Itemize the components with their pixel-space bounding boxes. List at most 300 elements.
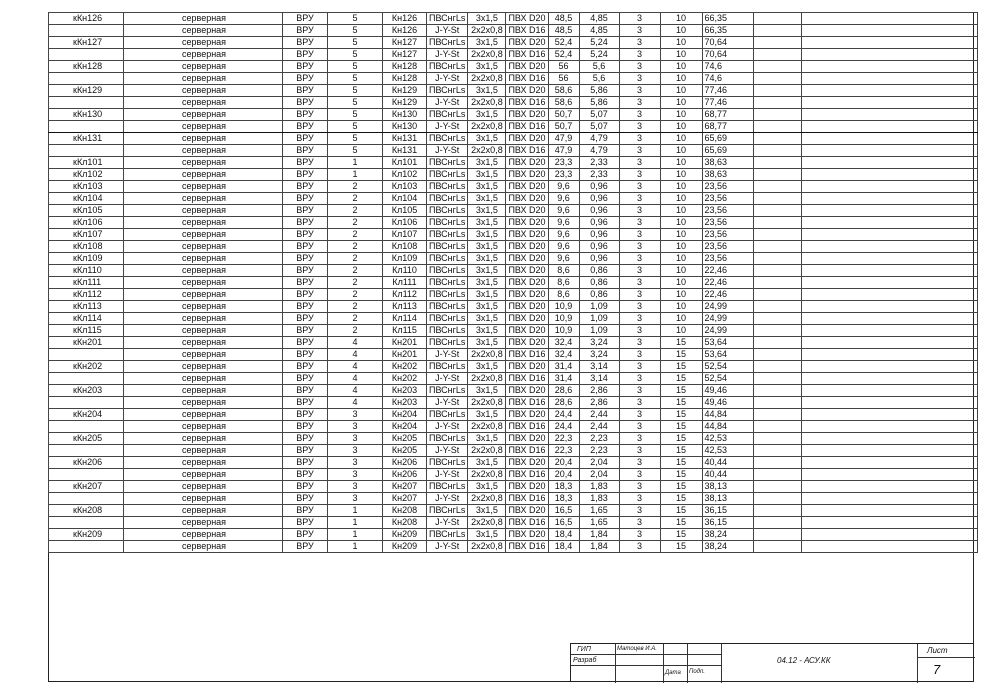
total-length-cell: 52,54 bbox=[702, 373, 753, 385]
route-extra-cell: 15 bbox=[660, 421, 702, 433]
up-down-cell: 3 bbox=[619, 253, 660, 265]
consumer-cell: Кл110 bbox=[383, 265, 427, 277]
source-cell: ВРУ bbox=[283, 493, 328, 505]
route-extra-cell: 10 bbox=[660, 301, 702, 313]
cable-mark-cell bbox=[49, 493, 124, 505]
group-cell: 5 bbox=[328, 85, 383, 97]
up-down-cell: 3 bbox=[619, 37, 660, 49]
up-down-cell: 3 bbox=[619, 61, 660, 73]
table-row bbox=[49, 217, 978, 229]
group-cell: 1 bbox=[328, 505, 383, 517]
consumer-cell: Кн201 bbox=[383, 337, 427, 349]
conduit-cell: ПВХ D20 bbox=[506, 205, 548, 217]
group-cell: 2 bbox=[328, 313, 383, 325]
reserve-cell: 2,86 bbox=[579, 397, 619, 409]
empty-cell bbox=[801, 541, 977, 553]
up-down-cell: 3 bbox=[619, 121, 660, 133]
up-down-cell: 3 bbox=[619, 25, 660, 37]
room-cell: серверная bbox=[124, 169, 283, 181]
cable-type-cell: J-Y-St bbox=[427, 541, 468, 553]
up-down-cell: 3 bbox=[619, 73, 660, 85]
table-row bbox=[49, 133, 978, 145]
up-down-cell: 3 bbox=[619, 325, 660, 337]
cable-type-cell: J-Y-St bbox=[427, 373, 468, 385]
route-extra-cell: 15 bbox=[660, 493, 702, 505]
cross-section-cell: 2х2х0,8 bbox=[468, 493, 506, 505]
room-cell: серверная bbox=[124, 229, 283, 241]
table-row bbox=[49, 313, 978, 325]
empty-cell bbox=[753, 109, 801, 121]
reserve-cell: 1,65 bbox=[579, 517, 619, 529]
cable-mark-cell: кКл114 bbox=[49, 313, 124, 325]
cable-mark-cell bbox=[49, 73, 124, 85]
up-down-cell: 3 bbox=[619, 541, 660, 553]
length-cell: 9,6 bbox=[548, 253, 579, 265]
table-row bbox=[49, 301, 978, 313]
up-down-cell: 3 bbox=[619, 505, 660, 517]
cross-section-cell: 2х2х0,8 bbox=[468, 517, 506, 529]
cross-section-cell: 2х2х0,8 bbox=[468, 421, 506, 433]
group-cell: 2 bbox=[328, 301, 383, 313]
room-cell: серверная bbox=[124, 349, 283, 361]
group-cell: 2 bbox=[328, 289, 383, 301]
cross-section-cell: 2х2х0,8 bbox=[468, 349, 506, 361]
length-cell: 18,3 bbox=[548, 493, 579, 505]
cable-mark-cell: кКн205 bbox=[49, 433, 124, 445]
group-cell: 5 bbox=[328, 133, 383, 145]
empty-cell bbox=[801, 301, 977, 313]
table-row bbox=[49, 109, 978, 121]
cable-type-cell: J-Y-St bbox=[427, 421, 468, 433]
group-cell: 1 bbox=[328, 517, 383, 529]
total-length-cell: 22,46 bbox=[702, 265, 753, 277]
group-cell: 3 bbox=[328, 433, 383, 445]
source-cell: ВРУ bbox=[283, 85, 328, 97]
up-down-cell: 3 bbox=[619, 277, 660, 289]
empty-cell bbox=[801, 421, 977, 433]
up-down-cell: 3 bbox=[619, 133, 660, 145]
conduit-cell: ПВХ D20 bbox=[506, 337, 548, 349]
total-length-cell: 38,24 bbox=[702, 541, 753, 553]
cross-section-cell: 3х1,5 bbox=[468, 61, 506, 73]
length-cell: 32,4 bbox=[548, 337, 579, 349]
empty-cell bbox=[753, 265, 801, 277]
route-extra-cell: 15 bbox=[660, 349, 702, 361]
length-cell: 48,5 bbox=[548, 13, 579, 25]
conduit-cell: ПВХ D16 bbox=[506, 73, 548, 85]
table-row bbox=[49, 337, 978, 349]
cable-mark-cell: кКл115 bbox=[49, 325, 124, 337]
empty-cell bbox=[753, 121, 801, 133]
reserve-cell: 0,96 bbox=[579, 241, 619, 253]
empty-cell bbox=[753, 229, 801, 241]
reserve-cell: 4,79 bbox=[579, 133, 619, 145]
cable-mark-cell: кКл101 bbox=[49, 157, 124, 169]
empty-cell bbox=[753, 157, 801, 169]
cable-type-cell: ПВСнгLs bbox=[427, 457, 468, 469]
empty-cell bbox=[801, 529, 977, 541]
group-cell: 2 bbox=[328, 217, 383, 229]
cable-mark-cell bbox=[49, 541, 124, 553]
conduit-cell: ПВХ D16 bbox=[506, 25, 548, 37]
cable-type-cell: J-Y-St bbox=[427, 25, 468, 37]
group-cell: 4 bbox=[328, 337, 383, 349]
source-cell: ВРУ bbox=[283, 265, 328, 277]
route-extra-cell: 10 bbox=[660, 169, 702, 181]
reserve-cell: 2,23 bbox=[579, 445, 619, 457]
length-cell: 28,6 bbox=[548, 385, 579, 397]
length-cell: 47,9 bbox=[548, 145, 579, 157]
length-cell: 10,9 bbox=[548, 325, 579, 337]
room-cell: серверная bbox=[124, 361, 283, 373]
group-cell: 5 bbox=[328, 37, 383, 49]
table-row bbox=[49, 13, 978, 25]
cable-mark-cell: кКн130 bbox=[49, 109, 124, 121]
source-cell: ВРУ bbox=[283, 397, 328, 409]
cable-type-cell: ПВСнгLs bbox=[427, 13, 468, 25]
cross-section-cell: 3х1,5 bbox=[468, 385, 506, 397]
source-cell: ВРУ bbox=[283, 481, 328, 493]
total-length-cell: 24,99 bbox=[702, 313, 753, 325]
cross-section-cell: 3х1,5 bbox=[468, 193, 506, 205]
cable-mark-cell: кКл108 bbox=[49, 241, 124, 253]
source-cell: ВРУ bbox=[283, 109, 328, 121]
empty-cell bbox=[801, 181, 977, 193]
consumer-cell: Кн203 bbox=[383, 385, 427, 397]
source-cell: ВРУ bbox=[283, 13, 328, 25]
conduit-cell: ПВХ D16 bbox=[506, 49, 548, 61]
empty-cell bbox=[753, 517, 801, 529]
conduit-cell: ПВХ D20 bbox=[506, 385, 548, 397]
group-cell: 4 bbox=[328, 385, 383, 397]
source-cell: ВРУ bbox=[283, 421, 328, 433]
conduit-cell: ПВХ D16 bbox=[506, 469, 548, 481]
empty-cell bbox=[753, 445, 801, 457]
consumer-cell: Кл104 bbox=[383, 193, 427, 205]
consumer-cell: Кн208 bbox=[383, 505, 427, 517]
reserve-cell: 5,86 bbox=[579, 85, 619, 97]
empty-cell bbox=[753, 373, 801, 385]
room-cell: серверная bbox=[124, 325, 283, 337]
consumer-cell: Кл108 bbox=[383, 241, 427, 253]
length-cell: 50,7 bbox=[548, 121, 579, 133]
group-cell: 3 bbox=[328, 493, 383, 505]
source-cell: ВРУ bbox=[283, 49, 328, 61]
cross-section-cell: 3х1,5 bbox=[468, 313, 506, 325]
conduit-cell: ПВХ D20 bbox=[506, 289, 548, 301]
group-cell: 3 bbox=[328, 445, 383, 457]
empty-cell bbox=[801, 61, 977, 73]
conduit-cell: ПВХ D20 bbox=[506, 181, 548, 193]
cable-mark-cell: кКн206 bbox=[49, 457, 124, 469]
conduit-cell: ПВХ D20 bbox=[506, 229, 548, 241]
route-extra-cell: 15 bbox=[660, 469, 702, 481]
cable-type-cell: J-Y-St bbox=[427, 493, 468, 505]
empty-cell bbox=[801, 205, 977, 217]
consumer-cell: Кн201 bbox=[383, 349, 427, 361]
length-cell: 28,6 bbox=[548, 397, 579, 409]
cross-section-cell: 3х1,5 bbox=[468, 205, 506, 217]
total-length-cell: 44,84 bbox=[702, 421, 753, 433]
consumer-cell: Кл109 bbox=[383, 253, 427, 265]
route-extra-cell: 15 bbox=[660, 481, 702, 493]
source-cell: ВРУ bbox=[283, 181, 328, 193]
cross-section-cell: 2х2х0,8 bbox=[468, 25, 506, 37]
sign-label: Подп. bbox=[689, 669, 705, 675]
reserve-cell: 0,96 bbox=[579, 229, 619, 241]
conduit-cell: ПВХ D20 bbox=[506, 37, 548, 49]
route-extra-cell: 10 bbox=[660, 289, 702, 301]
cable-type-cell: J-Y-St bbox=[427, 517, 468, 529]
cable-mark-cell: кКл107 bbox=[49, 229, 124, 241]
reserve-cell: 3,14 bbox=[579, 373, 619, 385]
up-down-cell: 3 bbox=[619, 481, 660, 493]
room-cell: серверная bbox=[124, 493, 283, 505]
empty-cell bbox=[801, 493, 977, 505]
route-extra-cell: 15 bbox=[660, 361, 702, 373]
empty-cell bbox=[753, 397, 801, 409]
room-cell: серверная bbox=[124, 529, 283, 541]
length-cell: 50,7 bbox=[548, 109, 579, 121]
empty-cell bbox=[801, 97, 977, 109]
length-cell: 9,6 bbox=[548, 229, 579, 241]
empty-cell bbox=[753, 325, 801, 337]
cable-type-cell: ПВСнгLs bbox=[427, 433, 468, 445]
reserve-cell: 1,84 bbox=[579, 541, 619, 553]
length-cell: 32,4 bbox=[548, 349, 579, 361]
consumer-cell: Кл101 bbox=[383, 157, 427, 169]
table-row bbox=[49, 73, 978, 85]
cable-type-cell: ПВСнгLs bbox=[427, 301, 468, 313]
cable-mark-cell: кКн131 bbox=[49, 133, 124, 145]
up-down-cell: 3 bbox=[619, 457, 660, 469]
cable-mark-cell bbox=[49, 25, 124, 37]
consumer-cell: Кл111 bbox=[383, 277, 427, 289]
source-cell: ВРУ bbox=[283, 301, 328, 313]
cable-type-cell: ПВСнгLs bbox=[427, 229, 468, 241]
reserve-cell: 1,09 bbox=[579, 325, 619, 337]
route-extra-cell: 15 bbox=[660, 409, 702, 421]
room-cell: серверная bbox=[124, 505, 283, 517]
route-extra-cell: 10 bbox=[660, 205, 702, 217]
source-cell: ВРУ bbox=[283, 313, 328, 325]
empty-cell bbox=[753, 205, 801, 217]
consumer-cell: Кн205 bbox=[383, 433, 427, 445]
empty-cell bbox=[801, 85, 977, 97]
total-length-cell: 23,56 bbox=[702, 181, 753, 193]
reserve-cell: 5,07 bbox=[579, 121, 619, 133]
conduit-cell: ПВХ D20 bbox=[506, 433, 548, 445]
table-row bbox=[49, 445, 978, 457]
route-extra-cell: 10 bbox=[660, 229, 702, 241]
table-row bbox=[49, 289, 978, 301]
cable-type-cell: J-Y-St bbox=[427, 445, 468, 457]
room-cell: серверная bbox=[124, 481, 283, 493]
cable-mark-cell: кКн128 bbox=[49, 61, 124, 73]
source-cell: ВРУ bbox=[283, 73, 328, 85]
room-cell: серверная bbox=[124, 433, 283, 445]
reserve-cell: 2,33 bbox=[579, 157, 619, 169]
up-down-cell: 3 bbox=[619, 469, 660, 481]
cable-type-cell: ПВСнгLs bbox=[427, 157, 468, 169]
table-row bbox=[49, 517, 978, 529]
group-cell: 5 bbox=[328, 121, 383, 133]
room-cell: серверная bbox=[124, 445, 283, 457]
room-cell: серверная bbox=[124, 49, 283, 61]
consumer-cell: Кл103 bbox=[383, 181, 427, 193]
table-row bbox=[49, 361, 978, 373]
up-down-cell: 3 bbox=[619, 205, 660, 217]
cable-mark-cell: кКл103 bbox=[49, 181, 124, 193]
room-cell: серверная bbox=[124, 145, 283, 157]
empty-cell bbox=[753, 145, 801, 157]
table-row bbox=[49, 385, 978, 397]
conduit-cell: ПВХ D20 bbox=[506, 277, 548, 289]
up-down-cell: 3 bbox=[619, 193, 660, 205]
up-down-cell: 3 bbox=[619, 373, 660, 385]
cable-mark-cell bbox=[49, 97, 124, 109]
consumer-cell: Кн205 bbox=[383, 445, 427, 457]
length-cell: 23,3 bbox=[548, 169, 579, 181]
total-length-cell: 66,35 bbox=[702, 25, 753, 37]
cross-section-cell: 3х1,5 bbox=[468, 325, 506, 337]
consumer-cell: Кл102 bbox=[383, 169, 427, 181]
consumer-cell: Кн130 bbox=[383, 109, 427, 121]
empty-cell bbox=[801, 217, 977, 229]
sheet-label: Лист bbox=[927, 646, 948, 655]
conduit-cell: ПВХ D20 bbox=[506, 301, 548, 313]
length-cell: 47,9 bbox=[548, 133, 579, 145]
reserve-cell: 3,14 bbox=[579, 361, 619, 373]
cross-section-cell: 2х2х0,8 bbox=[468, 541, 506, 553]
cable-mark-cell bbox=[49, 145, 124, 157]
title-block bbox=[570, 643, 974, 682]
cross-section-cell: 3х1,5 bbox=[468, 169, 506, 181]
room-cell: серверная bbox=[124, 277, 283, 289]
consumer-cell: Кн126 bbox=[383, 25, 427, 37]
room-cell: серверная bbox=[124, 73, 283, 85]
route-extra-cell: 10 bbox=[660, 49, 702, 61]
total-length-cell: 40,44 bbox=[702, 457, 753, 469]
empty-cell bbox=[753, 505, 801, 517]
cable-type-cell: ПВСнгLs bbox=[427, 313, 468, 325]
up-down-cell: 3 bbox=[619, 13, 660, 25]
up-down-cell: 3 bbox=[619, 433, 660, 445]
room-cell: серверная bbox=[124, 109, 283, 121]
empty-cell bbox=[801, 277, 977, 289]
conduit-cell: ПВХ D20 bbox=[506, 157, 548, 169]
consumer-cell: Кн209 bbox=[383, 529, 427, 541]
route-extra-cell: 10 bbox=[660, 109, 702, 121]
room-cell: серверная bbox=[124, 337, 283, 349]
length-cell: 22,3 bbox=[548, 433, 579, 445]
consumer-cell: Кн131 bbox=[383, 145, 427, 157]
consumer-cell: Кл115 bbox=[383, 325, 427, 337]
table-row bbox=[49, 397, 978, 409]
room-cell: серверная bbox=[124, 121, 283, 133]
empty-cell bbox=[753, 37, 801, 49]
cable-type-cell: ПВСнгLs bbox=[427, 385, 468, 397]
conduit-cell: ПВХ D20 bbox=[506, 241, 548, 253]
length-cell: 31,4 bbox=[548, 361, 579, 373]
length-cell: 48,5 bbox=[548, 25, 579, 37]
cable-mark-cell: кКл112 bbox=[49, 289, 124, 301]
empty-cell bbox=[753, 349, 801, 361]
group-cell: 5 bbox=[328, 13, 383, 25]
group-cell: 2 bbox=[328, 253, 383, 265]
length-cell: 10,9 bbox=[548, 301, 579, 313]
date-label: Дата bbox=[665, 670, 681, 676]
route-extra-cell: 10 bbox=[660, 133, 702, 145]
reserve-cell: 2,04 bbox=[579, 457, 619, 469]
cross-section-cell: 2х2х0,8 bbox=[468, 445, 506, 457]
empty-cell bbox=[801, 133, 977, 145]
total-length-cell: 38,13 bbox=[702, 481, 753, 493]
empty-cell bbox=[801, 361, 977, 373]
source-cell: ВРУ bbox=[283, 541, 328, 553]
cross-section-cell: 3х1,5 bbox=[468, 529, 506, 541]
route-extra-cell: 10 bbox=[660, 193, 702, 205]
group-cell: 5 bbox=[328, 97, 383, 109]
up-down-cell: 3 bbox=[619, 409, 660, 421]
route-extra-cell: 15 bbox=[660, 433, 702, 445]
empty-cell bbox=[801, 337, 977, 349]
up-down-cell: 3 bbox=[619, 301, 660, 313]
table-row bbox=[49, 49, 978, 61]
reserve-cell: 0,96 bbox=[579, 205, 619, 217]
conduit-cell: ПВХ D20 bbox=[506, 61, 548, 73]
consumer-cell: Кл114 bbox=[383, 313, 427, 325]
total-length-cell: 36,15 bbox=[702, 505, 753, 517]
empty-cell bbox=[801, 109, 977, 121]
table-row bbox=[49, 193, 978, 205]
route-extra-cell: 15 bbox=[660, 505, 702, 517]
room-cell: серверная bbox=[124, 397, 283, 409]
source-cell: ВРУ bbox=[283, 25, 328, 37]
cross-section-cell: 3х1,5 bbox=[468, 181, 506, 193]
total-length-cell: 23,56 bbox=[702, 241, 753, 253]
conduit-cell: ПВХ D20 bbox=[506, 193, 548, 205]
cable-type-cell: ПВСнгLs bbox=[427, 289, 468, 301]
route-extra-cell: 15 bbox=[660, 373, 702, 385]
consumer-cell: Кн129 bbox=[383, 85, 427, 97]
cross-section-cell: 3х1,5 bbox=[468, 253, 506, 265]
cross-section-cell: 2х2х0,8 bbox=[468, 397, 506, 409]
group-cell: 3 bbox=[328, 457, 383, 469]
cross-section-cell: 2х2х0,8 bbox=[468, 373, 506, 385]
route-extra-cell: 15 bbox=[660, 529, 702, 541]
empty-cell bbox=[801, 385, 977, 397]
length-cell: 20,4 bbox=[548, 469, 579, 481]
table-row bbox=[49, 277, 978, 289]
table-row bbox=[49, 61, 978, 73]
empty-cell bbox=[753, 313, 801, 325]
length-cell: 20,4 bbox=[548, 457, 579, 469]
cross-section-cell: 3х1,5 bbox=[468, 13, 506, 25]
cross-section-cell: 3х1,5 bbox=[468, 133, 506, 145]
route-extra-cell: 15 bbox=[660, 457, 702, 469]
up-down-cell: 3 bbox=[619, 361, 660, 373]
total-length-cell: 42,53 bbox=[702, 433, 753, 445]
route-extra-cell: 10 bbox=[660, 277, 702, 289]
cross-section-cell: 2х2х0,8 bbox=[468, 145, 506, 157]
reserve-cell: 2,23 bbox=[579, 433, 619, 445]
group-cell: 1 bbox=[328, 529, 383, 541]
cable-type-cell: ПВСнгLs bbox=[427, 37, 468, 49]
table-row bbox=[49, 85, 978, 97]
cable-mark-cell: кКл104 bbox=[49, 193, 124, 205]
cross-section-cell: 2х2х0,8 bbox=[468, 469, 506, 481]
